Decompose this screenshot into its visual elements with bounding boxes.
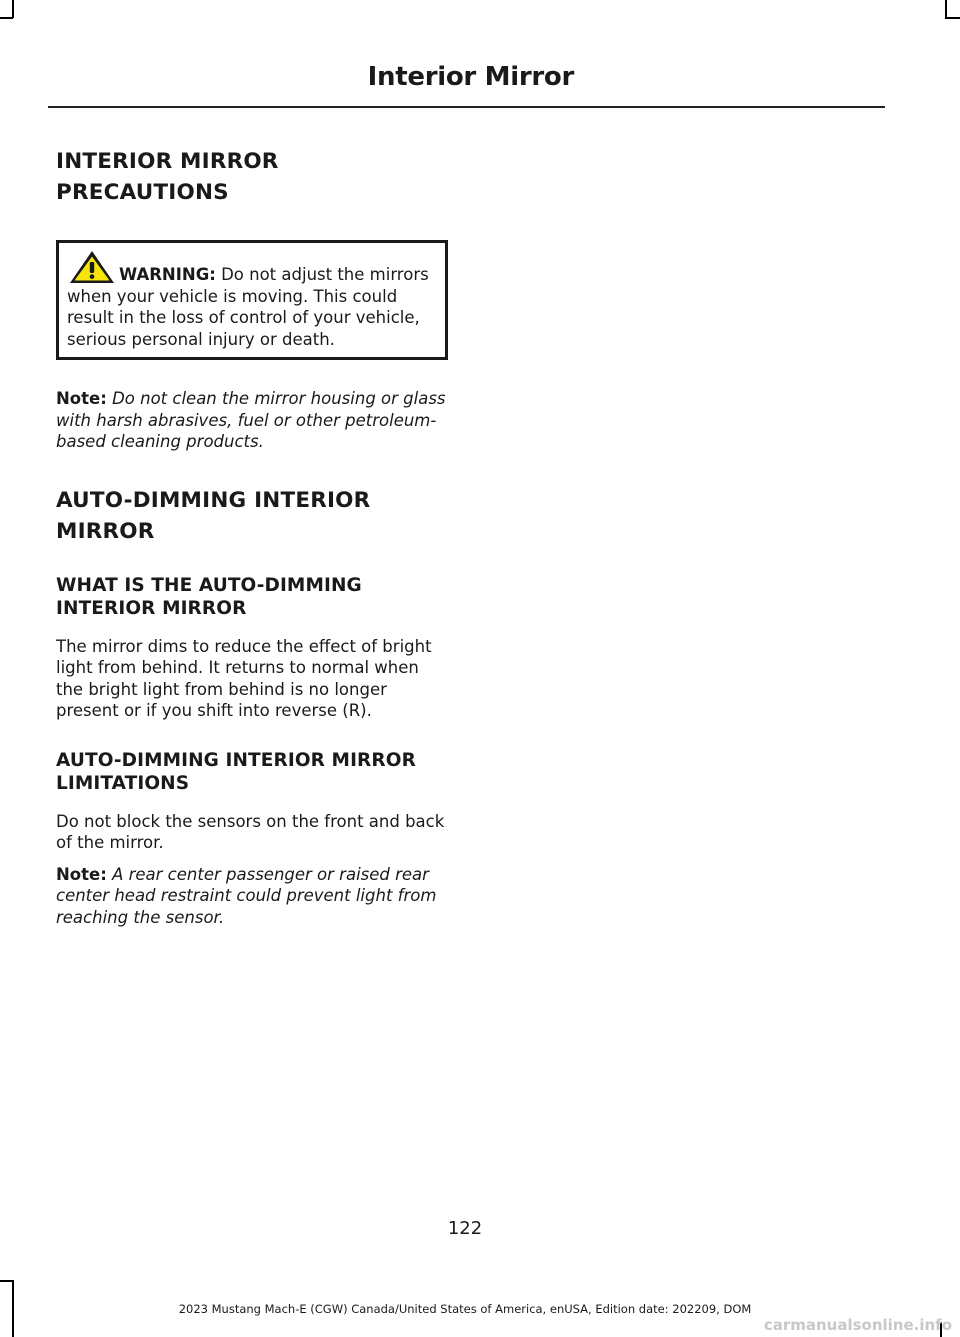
precautions-heading-line1: INTERIOR MIRROR (56, 149, 279, 174)
warning-text: Do not adjust the mirrors when your vehicle is moving. This could result in the loss of control of your vehicle, serious personal injury or death. (67, 265, 429, 349)
crop-mark-top-right-h (945, 17, 960, 19)
limitations-note-label: Note: (56, 864, 107, 884)
what-is-text: The mirror dims to reduce the effect of bright light from behind. It returns to normal when the bright light from behind is no longer present or if you shift into reverse (R). (56, 636, 432, 720)
limitations-note-text: A rear center passenger or raised rear center head restraint could prevent light from reaching the sensor. (56, 864, 437, 927)
header-rule (48, 106, 885, 108)
what-is-heading: WHAT IS THE AUTO-DIMMING INTERIOR MIRROR (56, 574, 362, 619)
content-column (56, 146, 448, 928)
crop-mark-top-left-h (0, 17, 13, 19)
page-header-title: Interior Mirror (367, 62, 574, 92)
auto-dimming-heading (56, 485, 448, 547)
warning-box (56, 240, 448, 360)
limitations-heading: AUTO-DIMMING INTERIOR MIRROR LIMITATIONS (56, 749, 416, 794)
footer-edition-info: 2023 Mustang Mach-E (CGW) Canada/United States of America, enUSA, Edition date: 202209, DOM (178, 1302, 752, 1316)
crop-mark-bottom-left-h (0, 1280, 13, 1282)
warning-label: WARNING: (119, 265, 216, 284)
page-number: 122 (447, 1218, 483, 1239)
limitations-note (56, 864, 448, 929)
crop-mark-top-right (945, 0, 947, 18)
note-label: Note: (56, 389, 107, 408)
warning-triangle-icon (69, 250, 115, 284)
precautions-note (56, 388, 448, 453)
limitations-text: Do not block the sensors on the front and back of the mirror. (56, 811, 445, 852)
auto-dimming-heading-line1: AUTO-DIMMING INTERIOR (56, 487, 371, 513)
precautions-heading-line2: PRECAUTIONS (56, 180, 229, 205)
watermark[interactable]: carmanualsonline.info (763, 1316, 952, 1334)
auto-dimming-heading-line2: MIRROR (56, 518, 155, 544)
note-text: Do not clean the mirror housing or glass with harsh abrasives, fuel or other petroleum-based cleaning products. (56, 389, 446, 451)
crop-mark-top-left (12, 0, 14, 18)
precautions-heading (56, 146, 448, 208)
